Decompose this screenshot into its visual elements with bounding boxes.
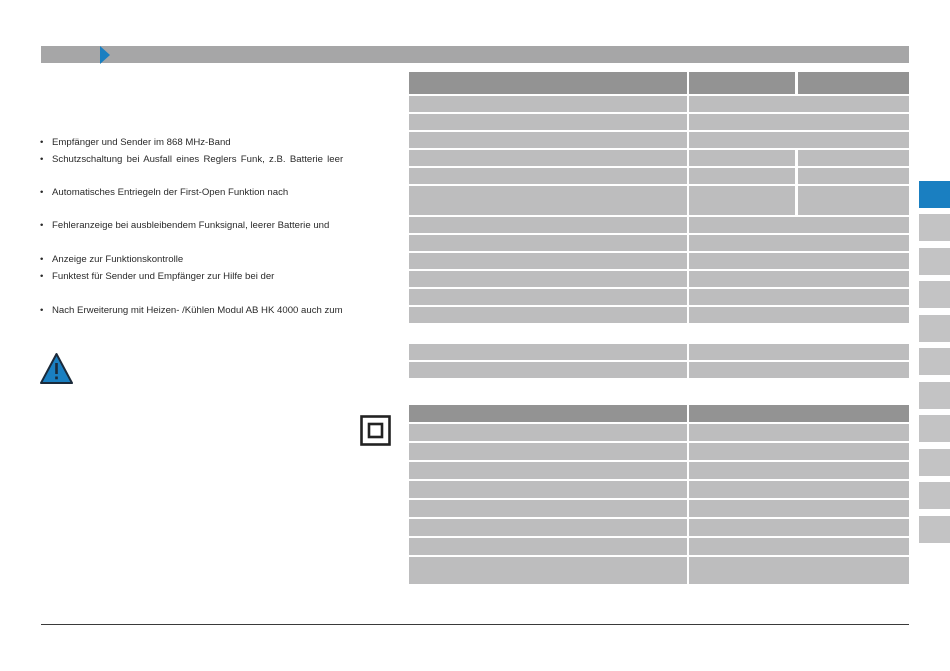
table-cell (689, 424, 909, 441)
table-header-cell (689, 72, 795, 94)
table-cell (409, 424, 687, 441)
table-row (409, 289, 909, 305)
table-cell (689, 132, 909, 148)
table-cell (689, 96, 909, 112)
table-cell (409, 253, 687, 269)
bullet-icon: • (40, 137, 44, 148)
table-cell (689, 481, 909, 498)
table-cell (689, 289, 909, 305)
chapter-tab[interactable] (919, 482, 950, 509)
feature-item: • Funktest für Sender und Empfänger zur Hilfe bei der (40, 271, 275, 282)
table-cell (409, 344, 687, 360)
table-header-cell (409, 405, 687, 422)
footer-divider (41, 624, 909, 625)
feature-item: • Empfänger und Sender im 868 MHz-Band (40, 137, 231, 148)
table-cell (689, 443, 909, 460)
bullet-icon: • (40, 271, 44, 282)
chapter-tab[interactable] (919, 516, 950, 543)
table-row (409, 307, 909, 323)
table-row (409, 538, 909, 555)
table-cell (409, 362, 687, 378)
feature-item: • Fehleranzeige bei ausbleibendem Funksignal, leerer Batterie und (40, 220, 330, 231)
feature-item: • Automatisches Entriegeln der First-Open Funktion nach (40, 187, 289, 198)
table-cell (689, 462, 909, 479)
table-cell (409, 132, 687, 148)
table-row (409, 519, 909, 536)
section-header-bar (41, 46, 909, 63)
triangle-right-icon (100, 46, 110, 64)
chapter-tab[interactable] (919, 348, 950, 375)
table-row (409, 443, 909, 460)
table-row (409, 462, 909, 479)
table-cell (409, 271, 687, 287)
table-row (409, 150, 909, 166)
chapter-tab[interactable] (919, 248, 950, 275)
table-cell (689, 519, 909, 536)
table-row (409, 424, 909, 441)
table-row (409, 186, 909, 215)
table-cell (409, 289, 687, 305)
table-cell (689, 168, 795, 184)
table-cell (689, 235, 909, 251)
chapter-tab[interactable] (919, 281, 950, 308)
chapter-tab[interactable] (919, 214, 950, 241)
table-cell (798, 168, 909, 184)
warning-triangle-icon (39, 352, 74, 385)
table-cell (409, 519, 687, 536)
table-row (409, 481, 909, 498)
table-cell (689, 557, 909, 584)
table-row (409, 168, 909, 184)
table-row (409, 500, 909, 517)
table-row (409, 344, 909, 360)
table-cell (409, 150, 687, 166)
table-cell (689, 271, 909, 287)
table-cell (409, 114, 687, 130)
table-cell (409, 481, 687, 498)
chapter-tab[interactable] (919, 415, 950, 442)
table-row (409, 271, 909, 287)
protection-class-ii-icon (360, 415, 391, 446)
table-cell (689, 150, 795, 166)
table-cell (409, 462, 687, 479)
table-cell (689, 538, 909, 555)
bullet-icon: • (40, 254, 44, 265)
table-cell (409, 235, 687, 251)
table-cell (689, 307, 909, 323)
table-header-cell (689, 405, 909, 422)
table-row (409, 235, 909, 251)
table-header-cell (798, 72, 909, 94)
feature-item: • Nach Erweiterung mit Heizen- /Kühlen Modul AB HK 4000 auch zum (40, 305, 343, 316)
bullet-icon: • (40, 220, 44, 231)
table-row (409, 114, 909, 130)
table-cell (409, 186, 687, 215)
table-cell (689, 114, 909, 130)
feature-item: • Anzeige zur Funktionskontrolle (40, 254, 184, 265)
table-cell (689, 217, 909, 233)
table-row (409, 96, 909, 112)
table-cell (409, 443, 687, 460)
bullet-icon: • (40, 187, 44, 198)
table-cell (409, 217, 687, 233)
chapter-tab[interactable] (919, 382, 950, 409)
table-header-row (409, 405, 909, 422)
table-cell (409, 96, 687, 112)
feature-item: • Schutzschaltung bei Ausfall eines Reglers Funk, z.B. Batterie leer (40, 154, 344, 165)
table-row (409, 217, 909, 233)
table-cell (409, 307, 687, 323)
table-row (409, 557, 909, 584)
table-header-row (409, 72, 909, 94)
table-cell (689, 344, 909, 360)
chapter-tab-active[interactable] (919, 181, 950, 208)
table-cell (689, 500, 909, 517)
table-cell (409, 557, 687, 584)
table-cell (409, 538, 687, 555)
table-header-cell (409, 72, 687, 94)
table-cell (798, 186, 909, 215)
table-cell (798, 150, 909, 166)
table-row (409, 362, 909, 378)
table-row (409, 253, 909, 269)
table-cell (409, 168, 687, 184)
chapter-tab[interactable] (919, 315, 950, 342)
table-cell (689, 362, 909, 378)
chapter-tab[interactable] (919, 449, 950, 476)
table-cell (689, 253, 909, 269)
table-row (409, 132, 909, 148)
bullet-icon: • (40, 305, 44, 316)
table-cell (689, 186, 795, 215)
bullet-icon: • (40, 154, 44, 165)
table-cell (409, 500, 687, 517)
